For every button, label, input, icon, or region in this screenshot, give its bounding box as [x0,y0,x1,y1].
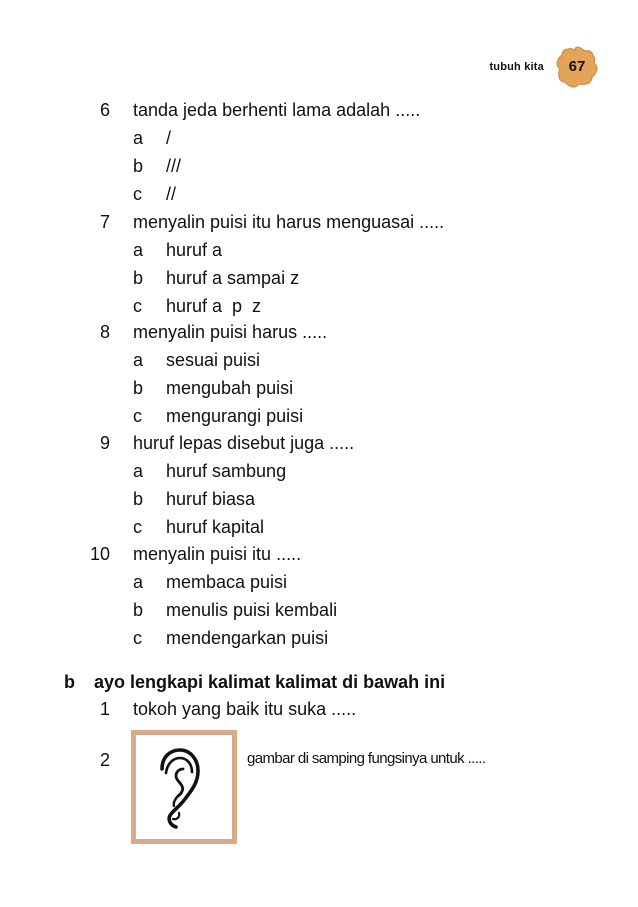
question-10 [0,542,638,566]
item-2-text: gambar di samping fungsinya untuk ..... [247,750,486,767]
option-letter: c [133,517,142,537]
option-text: mengurangi puisi [166,406,304,426]
option-text: huruf a [166,240,223,260]
option-text: /// [166,156,182,176]
option-letter: a [133,350,144,370]
option-text: huruf sambung [166,461,287,481]
option-letter: c [133,628,142,648]
option-text: menulis puisi kembali [166,600,338,620]
option-text: huruf kapital [166,517,265,537]
option-letter: c [133,406,142,426]
option-text: huruf a p z [166,296,262,316]
option-letter: b [133,268,144,288]
option-8c [0,404,638,428]
question-number: 9 [99,433,110,453]
option-letter: a [133,461,144,481]
question-text: tanda jeda berhenti lama adalah ..... [133,100,421,120]
question-number: 10 [89,544,110,564]
option-text: // [166,184,177,204]
question-8 [0,320,638,344]
option-text: mendengarkan puisi [166,628,329,648]
option-text: sesuai puisi [166,350,261,370]
option-letter: b [133,600,144,620]
option-text: huruf biasa [166,489,256,509]
page-number: 67 [568,58,586,75]
option-text: / [166,128,172,148]
option-letter: b [133,156,144,176]
item-number: 2 [99,750,110,770]
question-text: huruf lepas disebut juga ..... [133,433,355,453]
item-number: 1 [99,699,110,719]
option-10b [0,598,638,622]
option-10a [0,570,638,594]
ear-image-frame [131,730,237,844]
option-text: huruf a sampai z [166,268,300,288]
option-letter: a [133,572,144,592]
option-letter: a [133,128,144,148]
option-6a [0,126,638,150]
option-7b [0,266,638,290]
question-number: 6 [99,100,110,120]
option-6b [0,154,638,178]
option-letter: a [133,240,144,260]
question-text: menyalin puisi itu harus menguasai ..... [133,212,445,232]
question-number: 7 [99,212,110,232]
item-text: tokoh yang baik itu suka ..... [133,699,357,719]
option-9a [0,459,638,483]
option-6c [0,182,638,206]
option-8a [0,348,638,372]
option-7c [0,294,638,318]
question-9 [0,431,638,455]
question-7 [0,210,638,234]
section-title: ayo lengkapi kalimat kalimat di bawah ini [94,672,446,692]
option-letter: c [133,184,142,204]
question-text: menyalin puisi harus ..... [133,322,328,342]
option-9b [0,487,638,511]
option-9c [0,515,638,539]
page-header [489,44,600,90]
chapter-title: tubuh kita [489,61,544,73]
option-letter: c [133,296,142,316]
option-letter: b [133,489,144,509]
option-text: membaca puisi [166,572,288,592]
question-number: 8 [99,322,110,342]
option-text: mengubah puisi [166,378,294,398]
ear-icon [136,735,232,839]
page-number-badge [554,44,600,90]
option-7a [0,238,638,262]
option-10c [0,626,638,650]
question-6 [0,98,638,122]
option-letter: b [133,378,144,398]
question-text: menyalin puisi itu ..... [133,544,302,564]
section-letter: b [64,672,75,692]
fill-item-1 [0,697,638,721]
option-8b [0,376,638,400]
